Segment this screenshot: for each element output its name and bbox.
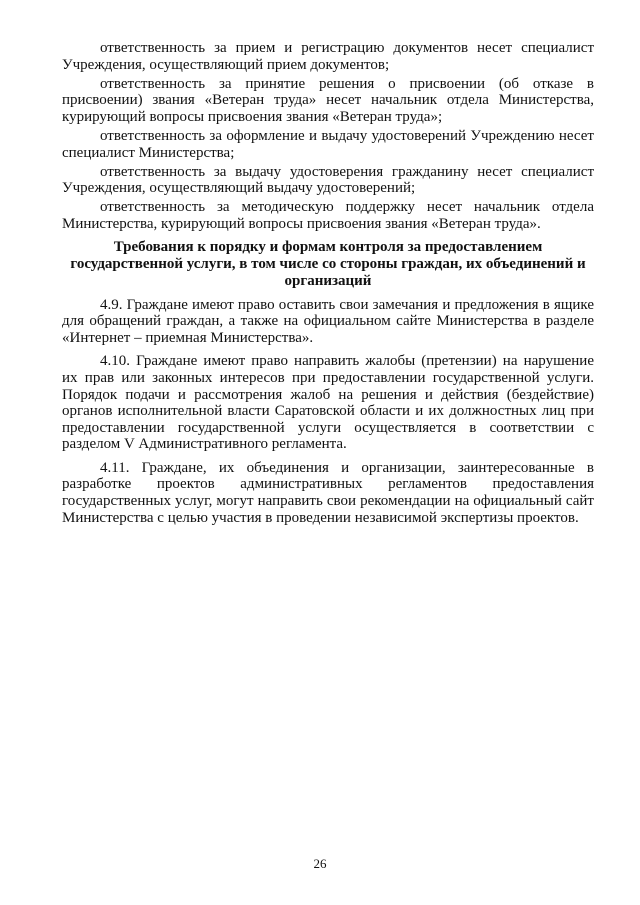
responsibility-item: ответственность за методическую поддержку несет начальник отдела Министерства, курирующий вопросы присвоения звания «Ветеран труда». xyxy=(62,199,594,232)
responsibility-item: ответственность за оформление и выдачу удостоверений Учреждению несет специалист Министерства; xyxy=(62,127,594,161)
section-heading: Требования к порядку и формам контроля за предоставлением государственной услуги, в том числе со стороны граждан, их объединений и организаций xyxy=(70,238,586,289)
responsibility-item: ответственность за прием и регистрацию документов несет специалист Учреждения, осуществляющий прием документов; xyxy=(62,40,594,73)
responsibility-item: ответственность за принятие решения о присвоении (об отказе в присвоении) звания «Ветеран труда» несет начальник отдела Министерства, курирующий вопросы присвоения звания «Ветеран труда»; xyxy=(62,75,594,125)
paragraph-4-11: 4.11. Граждане, их объединения и организации, заинтересованные в разработке проектов административных регламентов предоставления государственных услуг, могут направить свои рекомендации на официальный сайт Министерства с целью участия в проведении независимой экспертизы проектов. xyxy=(62,459,594,526)
paragraph-4-10: 4.10. Граждане имеют право направить жалобы (претензии) на нарушение их прав или законных интересов при предоставлении государственной услуги. Порядок подачи и рассмотрения жалоб на решения и действия (бездействие) органов исполнительной власти Саратовской области и их должностных лиц при предоставлении государственной услуги осуществляется в соответствии с разделом V Административного регламента. xyxy=(62,353,594,453)
responsibility-item: ответственность за выдачу удостоверения гражданину несет специалист Учреждения, осуществляющий выдачу удостоверений; xyxy=(62,163,594,197)
page-content xyxy=(62,40,594,533)
paragraph-4-9: 4.9. Граждане имеют право оставить свои замечания и предложения в ящике для обращений граждан, а также на официальном сайте Министерства в разделе «Интернет – приемная Министерства». xyxy=(62,296,594,346)
page-number: 26 xyxy=(313,856,327,871)
